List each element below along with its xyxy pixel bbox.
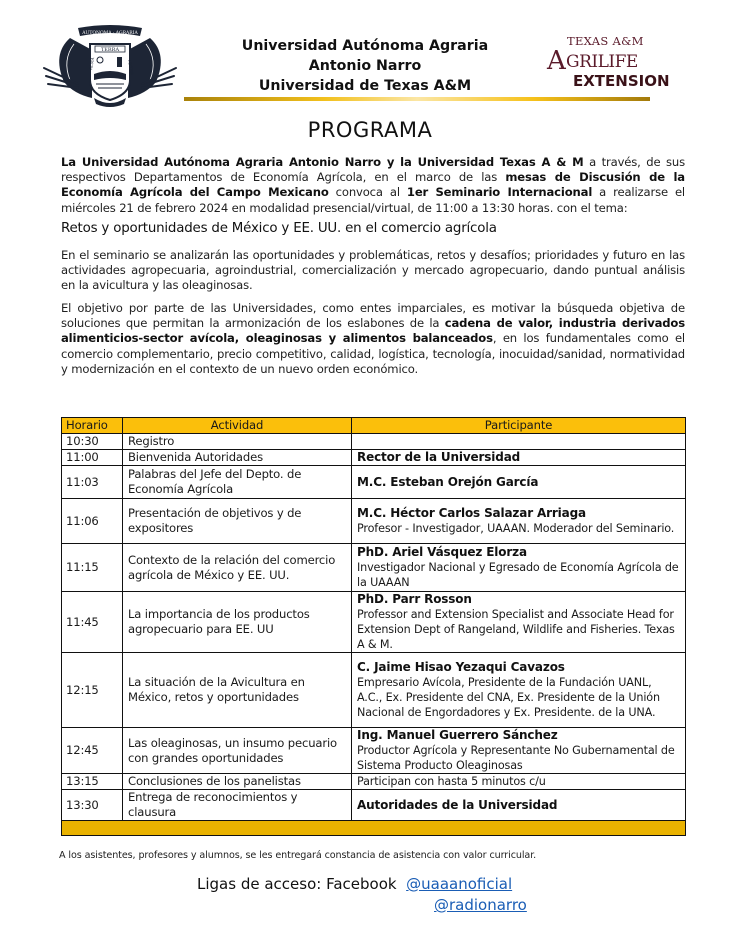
svg-text:A: A [547, 46, 566, 76]
cell-actividad: Las oleaginosas, un insumo pecuario con grandes oportunidades [123, 728, 352, 774]
intro-text: convoca al [328, 185, 407, 200]
table-row [62, 774, 686, 790]
objective-text: El objetivo por parte de las Universidades, como entes imparciales, es motivar la búsqueda objetiva de soluciones que permitan la armonización de los eslabones de la [61, 301, 685, 331]
column-header-actividad: Actividad [123, 418, 352, 434]
cell-participante [352, 434, 686, 450]
svg-text:EXTENSION: EXTENSION [573, 72, 670, 90]
header-title-line: Antonio Narro [308, 58, 422, 74]
svg-text:GRILIFE: GRILIFE [566, 52, 638, 72]
objective-text: , en los fundamentales como el comercio complementario, precio competitivo, calidad, logística, tecnología, inocuidad/sanidad, normatividad y modernización en el contexto de un nuevo orden económico. [61, 331, 686, 376]
intro-text: a realizarse el miércoles 21 de febrero 2024 en modalidad presencial/virtual, de 11:00 a 13:30 horas. con el tema: [61, 185, 685, 215]
objective-paragraph [61, 301, 685, 377]
cell-participante [352, 592, 686, 653]
intro-bold: La Universidad Autónoma Agraria Antonio Narro y la Universidad Texas A & M [61, 155, 584, 169]
svg-text:TEXAS A&M: TEXAS A&M [567, 34, 644, 48]
cell-horario: 11:15 [62, 544, 123, 592]
participant-description: Professor and Extension Specialist and Associate Head for Extension Dept of Rangeland, Wildlife and Fisheries. Texas A & M. [357, 608, 675, 651]
participant-description: Investigador Nacional y Egresado de Economía Agrícola de la UAAAN [357, 561, 679, 589]
table-footer-cell [62, 821, 686, 836]
intro-bold: 1er Seminario Internacional [406, 185, 593, 200]
participant-name: M.C. Héctor Carlos Salazar Arriaga [357, 506, 586, 520]
cell-participante [352, 544, 686, 592]
objective-bold: cadena de valor, industria derivados alimenticios-sector avícola, oleaginosas y alimentos balanceados [61, 316, 685, 346]
table-header-row [62, 418, 686, 434]
participant-name: PhD. Parr Rosson [357, 592, 472, 606]
cell-horario: 11:00 [62, 450, 123, 466]
page-title: PROGRAMA [307, 118, 433, 142]
table-row [62, 544, 686, 592]
attendance-note: A los asistentes, profesores y alumnos, se les entregará constancia de asistencia con valor curricular. [59, 850, 537, 861]
svg-text:TERRA: TERRA [100, 47, 120, 53]
cell-participante [352, 499, 686, 544]
participant-description: Empresario Avícola, Presidente de la Fundación UANL, A.C., Ex. Presidente del CNA, Ex. Presidente de la Unión Nacional de Engordadores y Ex. Presidente. de la UNA. [357, 676, 660, 719]
cell-participante [352, 774, 686, 790]
cell-actividad: La situación de la Avicultura en México, retos y oportunidades [123, 653, 352, 728]
cell-participante [352, 653, 686, 728]
column-header-participante: Participante [352, 418, 686, 434]
header-title-line: Universidad Autónoma Agraria [241, 38, 489, 54]
header-gold-divider [184, 97, 650, 101]
header-title-line: Universidad de Texas A&M [258, 78, 472, 94]
cell-actividad: Registro [123, 434, 352, 450]
table-row [62, 728, 686, 774]
texas-am-agrilife-extension-logo [545, 33, 675, 91]
participant-name: PhD. Ariel Vásquez Elorza [357, 545, 527, 559]
cell-horario: 13:15 [62, 774, 123, 790]
cell-participante [352, 790, 686, 821]
intro-text: a través, de sus respectivos Departamentos de Economía Agrícola, en el marco de las [61, 155, 685, 185]
uaaan-crest-logo [40, 24, 180, 108]
cell-actividad: Palabras del Jefe del Depto. de Economía Agrícola [123, 466, 352, 499]
table-row [62, 653, 686, 728]
cell-participante [352, 728, 686, 774]
participant-description: Participan con hasta 5 minutos c/u [357, 775, 546, 788]
cell-horario: 11:06 [62, 499, 123, 544]
table-row [62, 592, 686, 653]
table-row [62, 434, 686, 450]
cell-horario: 11:03 [62, 466, 123, 499]
access-links-label: Ligas de acceso: [197, 875, 322, 893]
access-links [197, 874, 527, 914]
table-row [62, 790, 686, 821]
participant-description: Productor Agrícola y Representante No Gubernamental de Sistema Producto Oleaginosas [357, 744, 675, 772]
cell-actividad: Entrega de reconocimientos y clausura [123, 790, 352, 821]
participant-name: Rector de la Universidad [357, 450, 521, 464]
participant-name: Autoridades de la Universidad [357, 797, 558, 812]
column-header-horario: Horario [62, 418, 123, 434]
seminar-theme: Retos y oportunidades de México y EE. UU. en el comercio agrícola [61, 221, 497, 236]
cell-actividad: Contexto de la relación del comercio agrícola de México y EE. UU. [123, 544, 352, 592]
svg-text:ALMA: ALMA [88, 56, 96, 71]
table-row [62, 499, 686, 544]
table-footer-bar [62, 821, 686, 836]
cell-participante [352, 450, 686, 466]
intro-paragraph [61, 155, 685, 216]
participant-name: M.C. Esteban Orejón García [357, 474, 539, 489]
header-title [200, 36, 530, 96]
cell-horario: 11:45 [62, 592, 123, 653]
participant-name: Ing. Manuel Guerrero Sánchez [357, 728, 558, 742]
access-links-platform: Facebook [326, 875, 397, 893]
cell-actividad: Bienvenida Autoridades [123, 450, 352, 466]
cell-actividad: La importancia de los productos agropecuario para EE. UU [123, 592, 352, 653]
cell-participante [352, 466, 686, 499]
program-table [61, 417, 686, 836]
intro-bold: mesas de Discusión de la Economía Agrícola del Campo Mexicano [61, 170, 685, 200]
cell-horario: 12:45 [62, 728, 123, 774]
cell-horario: 12:15 [62, 653, 123, 728]
cell-actividad: Conclusiones de los panelistas [123, 774, 352, 790]
cell-horario: 10:30 [62, 434, 123, 450]
seminar-description: En el seminario se analizarán las oportunidades y problemáticas, retos y desafíos; prioridades y futuro en las actividades agropecuaria, agroindustrial, comercialización y mercado agropecuario, dando puntual análisis en la avicultura y las oleaginosas. [61, 248, 685, 293]
facebook-link-radionarro[interactable]: @radionarro [434, 896, 527, 914]
svg-text:AUTONOMA · AGRARIA: AUTONOMA · AGRARIA [82, 31, 138, 36]
table-row [62, 466, 686, 499]
svg-text:MATER: MATER [127, 59, 135, 76]
cell-actividad: Presentación de objetivos y de expositores [123, 499, 352, 544]
participant-name: C. Jaime Hisao Yezaqui Cavazos [357, 660, 565, 674]
facebook-link-uaaanoficial[interactable]: @uaaanoficial [406, 875, 513, 893]
participant-description: Profesor - Investigador, UAAAN. Moderador del Seminario. [357, 522, 675, 535]
cell-horario: 13:30 [62, 790, 123, 821]
table-row [62, 450, 686, 466]
